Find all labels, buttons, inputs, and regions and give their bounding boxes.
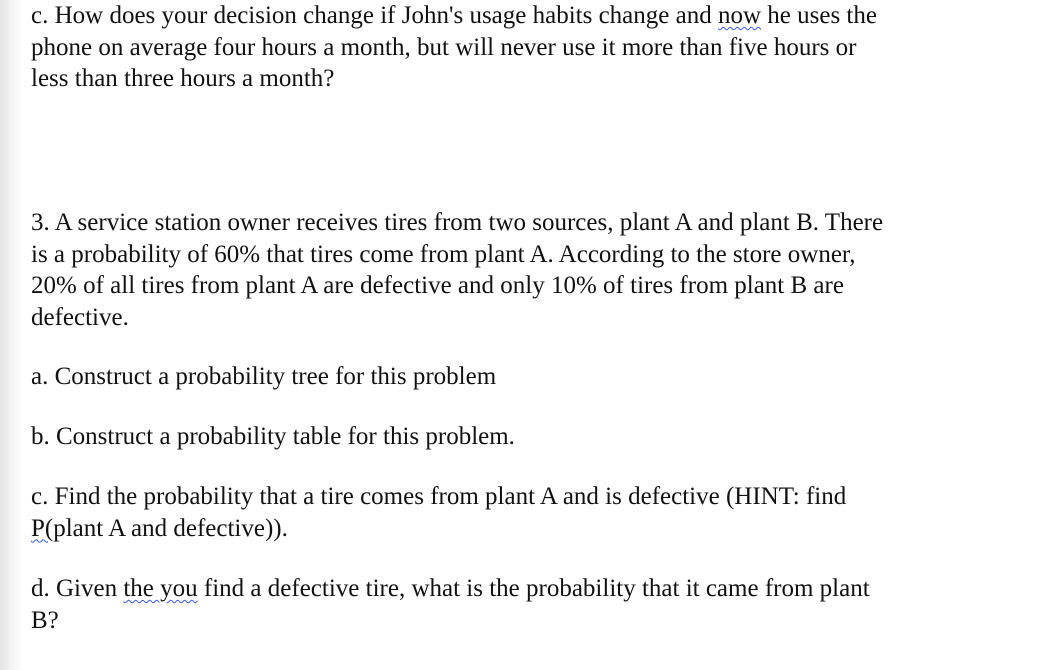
part-c <box>31 481 991 544</box>
problem-3-line4: defective. <box>31 303 129 331</box>
part-b <box>31 421 991 453</box>
part-a-text: a. Construct a probability tree for this problem <box>31 363 497 390</box>
part-b-text: b. Construct a probability table for this problem. <box>31 423 515 450</box>
question-c-line1-after: he uses the <box>761 2 877 29</box>
part-c-line1: c. Find the probability that a tire comes from plant A and is defective (HINT: find <box>31 483 847 510</box>
part-d-line1-after: find a defective tire, what is the probability that it came from plant <box>197 575 870 602</box>
question-c-previous <box>31 0 991 95</box>
spellcheck-flag-p[interactable]: P( <box>31 514 54 542</box>
question-c-line3: less than three hours a month? <box>31 65 335 92</box>
part-d-line1-before: d. Given <box>31 575 124 602</box>
part-d-line2: B? <box>31 606 59 634</box>
problem-3-line3: 20% of all tires from plant A are defective and only 10% of tires from plant B are <box>31 272 844 299</box>
part-a <box>31 361 991 393</box>
part-c-line2-rest: plant A and defective)). <box>53 514 288 542</box>
spellcheck-flag-now[interactable]: now <box>717 2 762 29</box>
problem-3-statement <box>31 207 991 333</box>
part-d <box>31 573 991 636</box>
problem-3-line2: is a probability of 60% that tires come from plant A. According to the store owner, <box>31 240 856 268</box>
grammar-flag-the-you[interactable]: the you <box>123 575 198 602</box>
page-left-shadow <box>0 0 22 670</box>
question-c-line2: phone on average four hours a month, but will never use it more than five hours or <box>31 33 857 61</box>
question-c-line1-before: c. How does your decision change if John's usage habits change and <box>31 2 718 29</box>
problem-3-line1: 3. A service station owner receives tires from two sources, plant A and plant B. There <box>31 209 884 236</box>
